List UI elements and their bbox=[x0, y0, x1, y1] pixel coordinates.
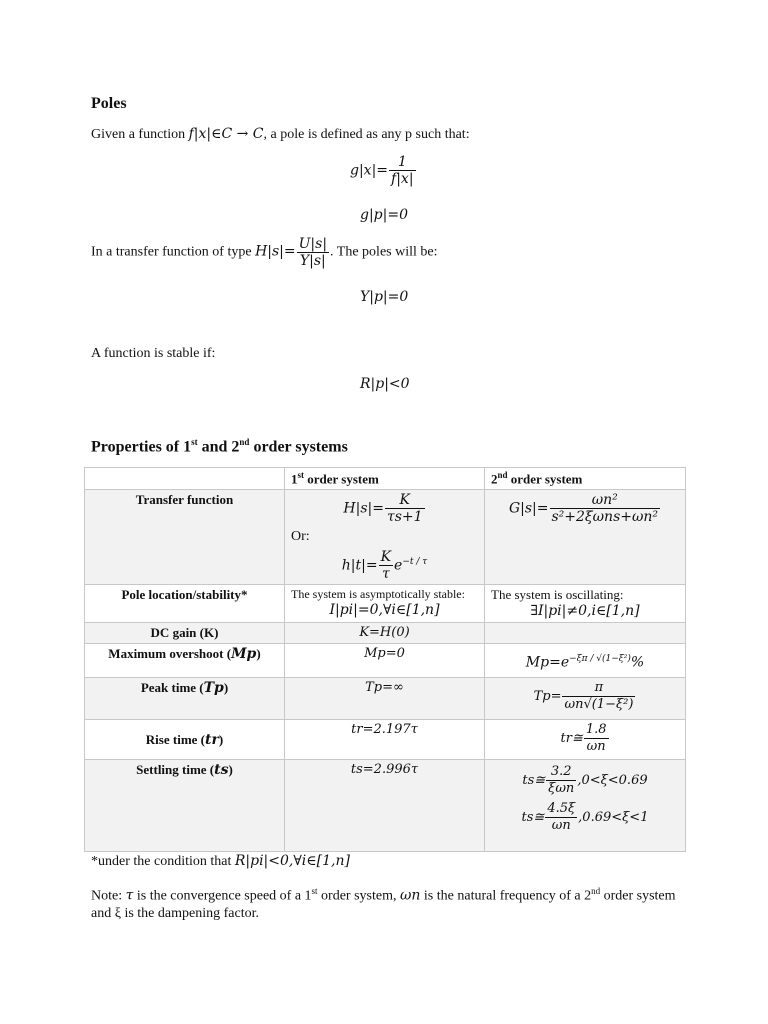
header-empty-cell bbox=[85, 468, 285, 490]
label-peak-time: Peak time (Tp) bbox=[85, 678, 285, 720]
cell-pole-first bbox=[285, 585, 485, 623]
header-first-order: 1st order system bbox=[285, 468, 485, 490]
or-label: Or: bbox=[291, 529, 310, 545]
cell-peak-second: Tp= $\frac{\pi}{\text{ωn√(1−ξ²)}}$ bbox=[485, 678, 686, 720]
cell-transfer-second bbox=[485, 490, 686, 585]
label-settling-time: Settling time (ts) bbox=[85, 760, 285, 852]
pole-first-text: The system is asymptotically stable: bbox=[291, 587, 465, 602]
tf-prefix: In a transfer function of type bbox=[91, 244, 252, 260]
equation-r-of-p: R|p|<0 bbox=[360, 376, 410, 392]
footnote bbox=[91, 853, 350, 870]
ph-c: order systems bbox=[249, 438, 348, 456]
cell-rise-second: tr≅ $\frac{1.8}{\omega n}$ bbox=[485, 720, 686, 760]
first-order-tf: H|s|= $\frac{K}{\tau s+1}$ bbox=[343, 492, 423, 526]
poles-heading: Poles bbox=[91, 95, 127, 112]
first-order-impulse: h|t|= $\frac{K}{\tau}$ $e^{-t / \tau}$ bbox=[341, 549, 428, 583]
poles-intro bbox=[91, 126, 470, 143]
ph-a: Properties of 1 bbox=[91, 438, 192, 456]
equation-y-of-p: Y|p|=0 bbox=[360, 289, 409, 305]
table-row-rise-time bbox=[85, 720, 686, 760]
tf-suffix: . The poles will be: bbox=[330, 244, 438, 260]
label-rise-time: Rise time (tr) bbox=[85, 720, 285, 760]
eq1-num: 1 bbox=[389, 154, 416, 171]
table-header-row bbox=[85, 468, 686, 490]
equation-g-of-p: g|p|=0 bbox=[360, 207, 408, 223]
label-max-overshoot: Maximum overshoot (Mp) bbox=[85, 644, 285, 678]
table-row-max-overshoot bbox=[85, 644, 686, 678]
cell-overshoot-second: $Mp=e^{-\xi\pi / √(1-\xi^2)}\%$ bbox=[485, 644, 686, 678]
cell-transfer-first bbox=[285, 490, 485, 585]
header-second-order: 2nd order system bbox=[485, 468, 686, 490]
ph-sup2: nd bbox=[239, 437, 250, 447]
equation-g-of-x bbox=[350, 154, 417, 187]
ph-sup1: st bbox=[191, 437, 198, 447]
tf-num: U|s| bbox=[298, 236, 328, 252]
cell-pole-second bbox=[485, 585, 686, 623]
intro-suffix: , a pole is defined as any p such that: bbox=[263, 127, 470, 142]
label-transfer-function: Transfer function bbox=[85, 490, 285, 585]
tf-lhs: H|s|= bbox=[255, 243, 296, 260]
note-line-2: and ξ is the dampening factor. bbox=[91, 906, 259, 921]
eq1-den: f|x| bbox=[391, 171, 414, 187]
label-pole-location: Pole location/stability* bbox=[85, 585, 285, 623]
cell-settling-first: ts=2.996τ bbox=[285, 760, 485, 852]
properties-table bbox=[84, 467, 686, 852]
intro-math: f|x|∈C → C bbox=[188, 126, 264, 142]
stable-text: A function is stable if: bbox=[91, 346, 216, 361]
cell-peak-first: Tp=∞ bbox=[285, 678, 485, 720]
table-row-dc-gain bbox=[85, 623, 686, 644]
note-line-1: Note: τ is the convergence speed of a 1st order system, ωn is the natural frequency of a 2nd order system bbox=[91, 886, 676, 904]
cell-dc-first: K=H(0) bbox=[285, 623, 485, 644]
label-dc-gain: DC gain (K) bbox=[85, 623, 285, 644]
transfer-function-text bbox=[91, 236, 438, 269]
cell-rise-first: tr=2.197τ bbox=[285, 720, 485, 760]
cell-dc-second bbox=[485, 623, 686, 644]
ph-b: and 2 bbox=[197, 438, 240, 456]
cell-settling-second: ts≅ $\frac{3.2}{\text{ξωn}}$ ,0<ξ<0.69 ts≅ $\frac{4.5\xi}{\omega n}$ ,0.69<ξ<1 bbox=[485, 760, 686, 852]
second-order-tf: G|s|= $\frac{\text{ωn²}}{\text{s²+2ξωns+ωn²}}$ bbox=[508, 492, 659, 526]
pole-second-text: The system is oscillating: bbox=[491, 587, 624, 603]
table-row-settling-time bbox=[85, 760, 686, 852]
pole-second-math: ∃I|pi|≠0,i∈[1,n] bbox=[530, 603, 640, 620]
cell-overshoot-first: Mp=0 bbox=[285, 644, 485, 678]
intro-prefix: Given a function bbox=[91, 127, 186, 142]
properties-heading bbox=[91, 437, 348, 456]
pole-first-math: I|pi|=0,∀i∈[1,n] bbox=[329, 602, 440, 619]
table-row-peak-time bbox=[85, 678, 686, 720]
table-row-transfer-function bbox=[85, 490, 686, 585]
footnote-math: R|pi|<0,∀i∈[1,n] bbox=[234, 853, 350, 869]
footnote-text: *under the condition that bbox=[91, 854, 232, 869]
tf-den: Y|s| bbox=[299, 253, 326, 269]
eq1-lhs: g|x|= bbox=[350, 162, 389, 179]
table-row-pole-location bbox=[85, 585, 686, 623]
